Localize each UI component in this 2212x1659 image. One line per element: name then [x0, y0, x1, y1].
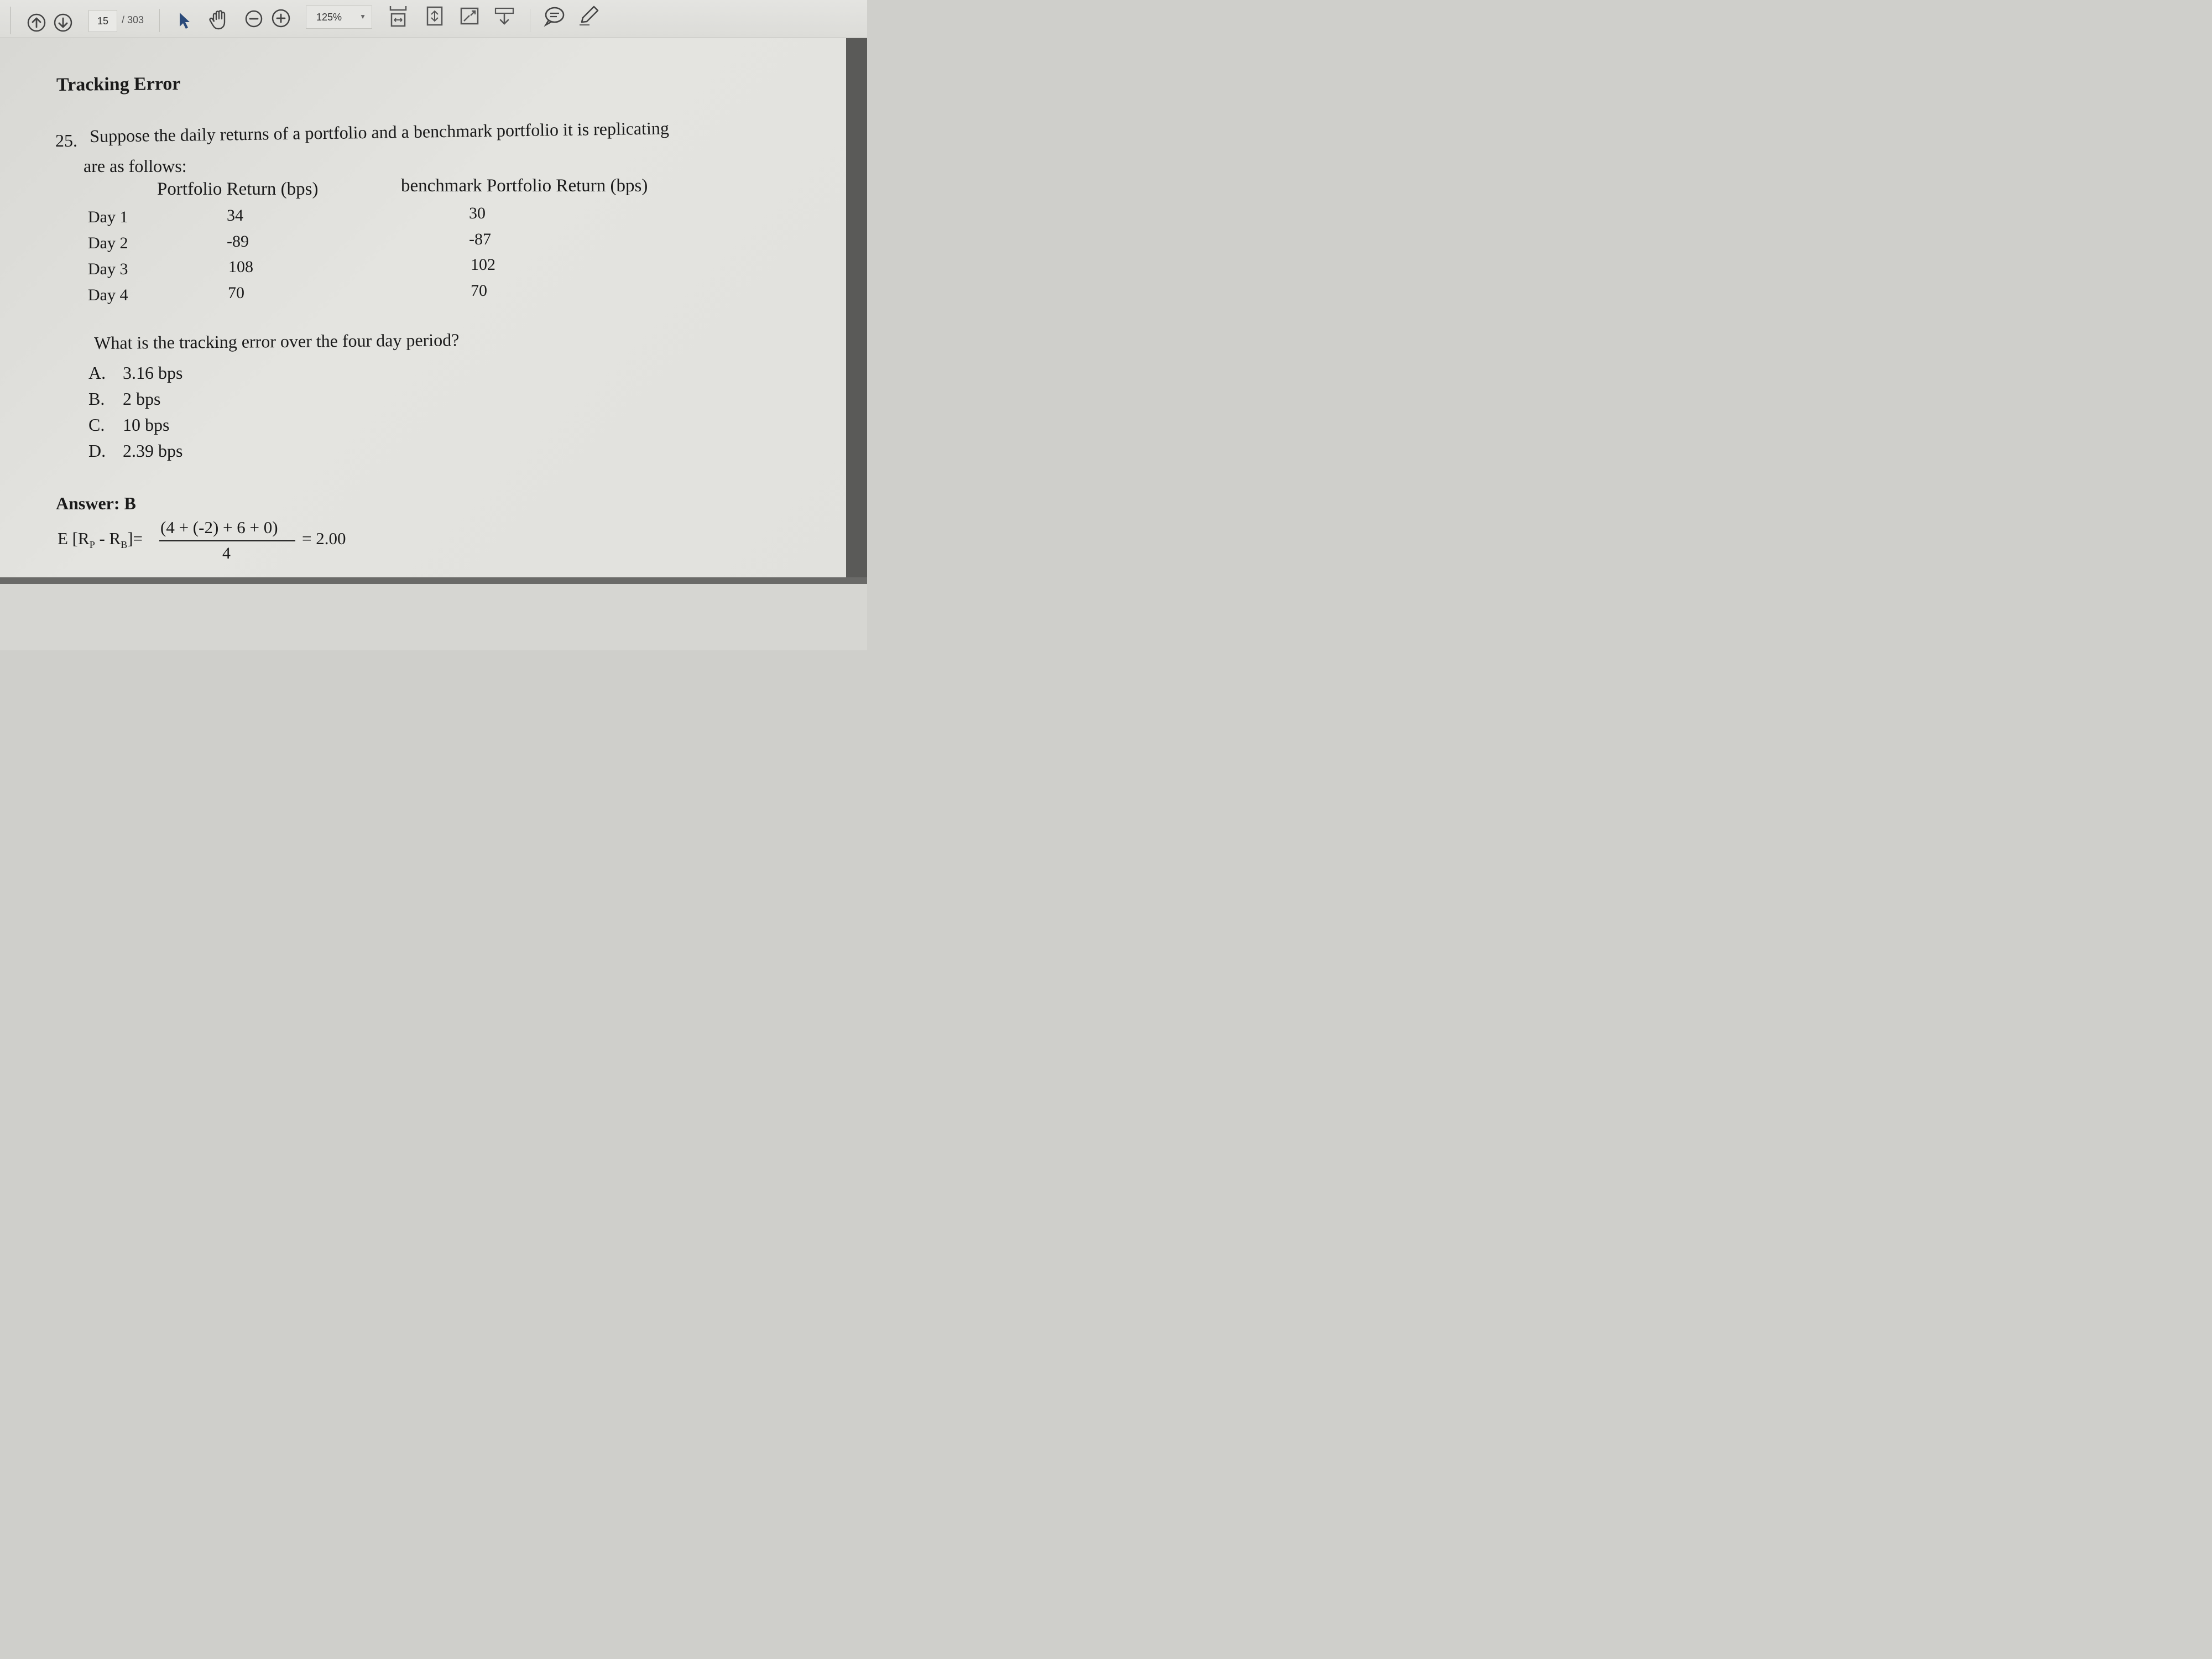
next-page-button[interactable]	[54, 13, 72, 32]
page-edge-shadow	[846, 38, 867, 577]
section-title: Tracking Error	[56, 74, 181, 95]
zoom-in-icon	[272, 9, 290, 28]
option-letter: D.	[88, 441, 106, 461]
question-text-line2: are as follows:	[84, 156, 187, 176]
table-row-day: Day 1	[88, 208, 128, 226]
table-row-day: Day 3	[88, 260, 128, 278]
pointer-icon	[177, 11, 192, 30]
zoom-in-button[interactable]	[272, 9, 290, 28]
option-text: 2 bps	[123, 389, 161, 409]
question-text-line1: Suppose the daily returns of a portfolio and a benchmark portfolio it is replicating	[90, 118, 670, 146]
chevron-down-icon: ▼	[359, 13, 366, 20]
fullscreen-button[interactable]	[460, 7, 479, 25]
table-cell-benchmark: 70	[471, 281, 487, 300]
page-total-label: / 303	[122, 14, 144, 25]
zoom-out-button[interactable]	[245, 10, 263, 28]
previous-page-button[interactable]	[27, 13, 46, 32]
formula-subscript-p: P	[89, 539, 95, 551]
formula-expectation: E [R	[58, 529, 90, 548]
option-letter: B.	[88, 389, 105, 409]
fit-page-button[interactable]	[389, 4, 408, 28]
toolbar-divider	[159, 9, 160, 32]
formula-numerator: (4 + (-2) + 6 + 0)	[160, 518, 278, 537]
formula-lhs	[58, 529, 143, 551]
answer-option-c	[88, 415, 169, 435]
table-header-benchmark: benchmark Portfolio Return (bps)	[401, 176, 648, 196]
table-cell-portfolio: 34	[227, 206, 243, 225]
table-cell-benchmark: -87	[469, 230, 491, 248]
zoom-value: 125%	[316, 12, 342, 23]
answer-option-b	[88, 389, 160, 409]
comment-icon	[543, 6, 565, 27]
pdf-toolbar	[0, 0, 867, 38]
option-letter: A.	[88, 363, 106, 383]
toolbar-edge	[10, 7, 11, 34]
table-cell-portfolio: 108	[228, 258, 253, 276]
fullscreen-icon	[460, 7, 479, 25]
answer-option-d	[88, 441, 182, 461]
table-cell-portfolio: -89	[227, 232, 249, 251]
table-row-day: Day 4	[88, 286, 128, 304]
page-rotate-button[interactable]	[426, 6, 444, 27]
table-cell-benchmark: 30	[469, 204, 486, 222]
fraction-bar	[159, 540, 295, 541]
option-letter: C.	[88, 415, 105, 435]
arrow-down-circle-icon	[54, 13, 72, 32]
hand-icon	[208, 9, 229, 31]
formula-result: = 2.00	[302, 529, 346, 548]
download-button[interactable]	[494, 7, 515, 25]
hand-tool-button[interactable]	[208, 9, 229, 31]
table-cell-benchmark: 102	[471, 255, 495, 274]
page-number-input[interactable]: 15	[88, 10, 117, 32]
comment-button[interactable]	[543, 6, 565, 27]
zoom-out-icon	[245, 10, 263, 28]
select-tool-button[interactable]	[177, 11, 192, 30]
table-header-portfolio: Portfolio Return (bps)	[157, 179, 319, 199]
formula-close: ]=	[127, 529, 143, 548]
pen-icon	[577, 4, 601, 27]
viewer-background	[0, 584, 867, 650]
option-text: 2.39 bps	[123, 441, 183, 461]
page-rotate-icon	[426, 6, 444, 27]
formula-subscript-b: B	[121, 539, 128, 551]
zoom-select[interactable]	[306, 6, 372, 29]
formula-denominator: 4	[222, 544, 231, 562]
question-number: 25.	[55, 131, 77, 150]
table-cell-portfolio: 70	[228, 284, 244, 302]
table-row-day: Day 2	[88, 234, 128, 252]
fit-page-icon	[389, 4, 408, 28]
formula-minus: - R	[95, 529, 121, 548]
option-text: 10 bps	[123, 415, 170, 435]
option-text: 3.16 bps	[123, 363, 183, 383]
question-prompt: What is the tracking error over the four day period?	[94, 330, 460, 353]
arrow-up-circle-icon	[27, 13, 46, 32]
answer-label: Answer: B	[56, 493, 136, 513]
pen-button[interactable]	[577, 4, 601, 27]
answer-option-a	[88, 363, 182, 383]
download-icon	[494, 7, 515, 25]
page-bottom-edge	[0, 577, 867, 584]
